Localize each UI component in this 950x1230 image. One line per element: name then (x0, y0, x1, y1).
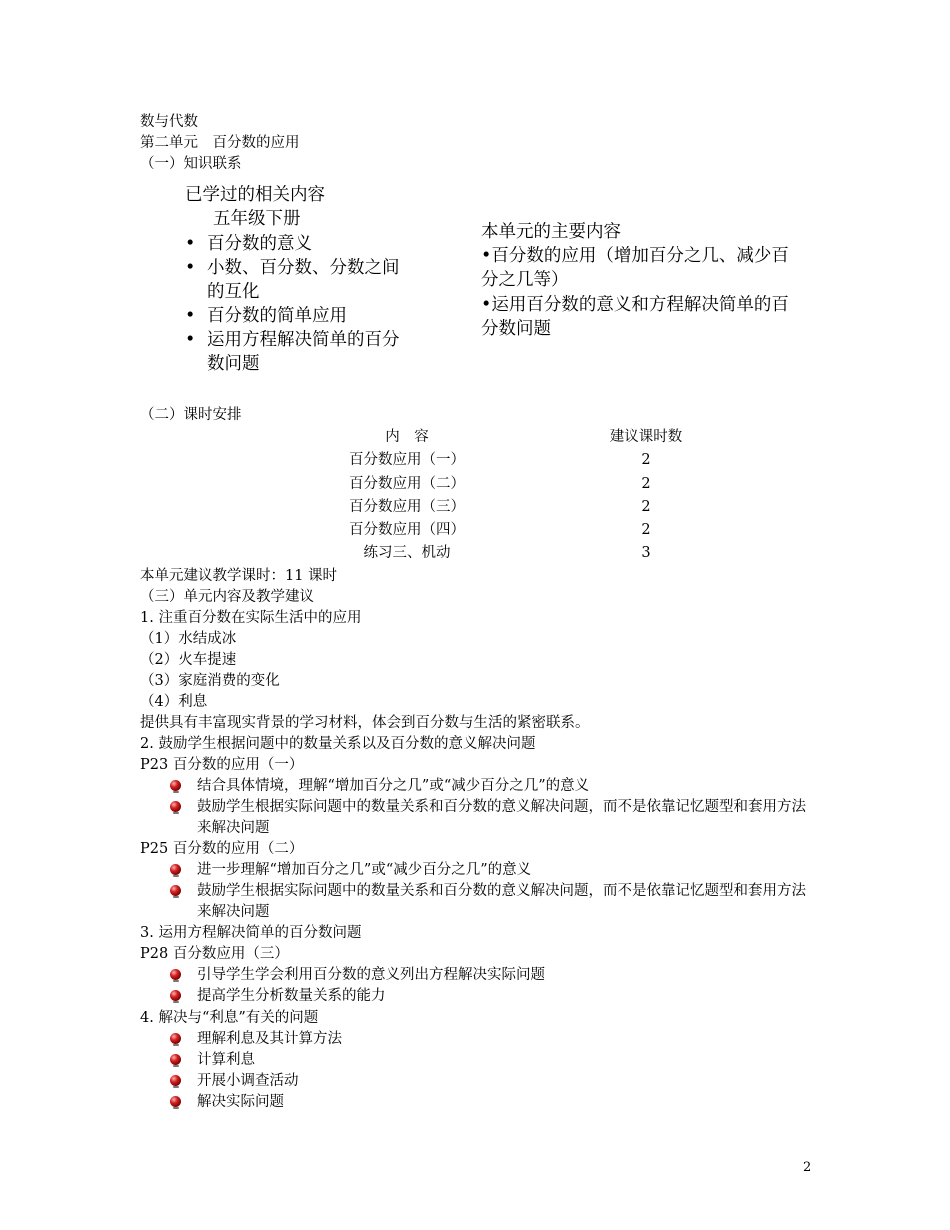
schedule-row-content: 百分数应用（四） (349, 522, 465, 538)
lesson-p25-title: P25 百分数的应用（二） (140, 841, 304, 857)
bullet-dot-icon: • (185, 330, 196, 350)
schedule-col-content-header: 内 容 (385, 429, 429, 445)
red-ball-bullet-icon (170, 780, 181, 791)
schedule-row-hours: 2 (641, 476, 651, 492)
red-ball-bullet-icon (170, 1033, 181, 1044)
schedule-row-content: 百分数应用（二） (349, 476, 465, 492)
list-item: 鼓励学生根据实际问题中的数量关系和百分数的意义解决问题，而不是依靠记忆题型和套用方法来解决问题 (168, 797, 818, 839)
red-ball-bullet-icon (170, 969, 181, 980)
schedule-row-hours: 2 (641, 499, 651, 515)
bullet-dot-icon: • (185, 258, 196, 278)
diagram-left-item: • 小数、百分数、分数之间的互化 (185, 258, 400, 302)
list-item: 鼓励学生根据实际问题中的数量关系和百分数的意义解决问题，而不是依靠记忆题型和套用方法来解决问题 (168, 881, 818, 923)
diagram-left-title: 已学过的相关内容 (185, 185, 325, 205)
point-2-title: 2. 鼓励学生根据问题中的数量关系以及百分数的意义解决问题 (140, 736, 536, 752)
list-item: 解决实际问题 (168, 1092, 818, 1113)
schedule-row-hours: 2 (641, 452, 651, 468)
point-1-item: （1）水结成冰 (140, 631, 237, 647)
red-ball-bullet-icon (170, 801, 181, 812)
diagram-left-item: • 百分数的简单应用 (185, 306, 347, 326)
point-1-title: 1. 注重百分数在实际生活中的应用 (140, 610, 362, 626)
list-item: 引导学生学会利用百分数的意义列出方程解决实际问题 (168, 965, 818, 986)
page-number: 2 (803, 1160, 812, 1175)
schedule-total: 本单元建议教学课时：11 课时 (140, 568, 338, 584)
red-ball-bullet-icon (170, 864, 181, 875)
point-3-title: 3. 运用方程解决简单的百分数问题 (140, 925, 362, 941)
section-heading-schedule: （二）课时安排 (140, 407, 242, 423)
lesson-p28-list (168, 965, 818, 1007)
point-1-item: （3）家庭消费的变化 (140, 673, 280, 689)
bullet-dot-icon: • (185, 234, 196, 254)
bullet-dot-icon: • (185, 306, 196, 326)
schedule-row-content: 练习三、机动 (363, 545, 451, 561)
section-heading-content: （三）单元内容及教学建议 (140, 589, 314, 605)
domain-heading: 数与代数 (140, 114, 198, 130)
schedule-row-content: 百分数应用（三） (349, 499, 465, 515)
schedule-row-hours: 2 (641, 522, 651, 538)
diagram-right-item: •运用百分数的意义和方程解决简单的百分数问题 (481, 295, 789, 339)
point-1-item: （2）火车提速 (140, 652, 237, 668)
point-4-title: 4. 解决与“利息”有关的问题 (140, 1010, 319, 1026)
list-item: 计算利息 (168, 1050, 818, 1071)
list-item: 提高学生分析数量关系的能力 (168, 986, 818, 1007)
red-ball-bullet-icon (170, 1054, 181, 1065)
point-1-summary: 提供具有丰富现实背景的学习材料，体会到百分数与生活的紧密联系。 (140, 715, 590, 731)
lesson-p28-title: P28 百分数应用（三） (140, 946, 289, 962)
list-item: 理解利息及其计算方法 (168, 1029, 818, 1050)
list-item: 开展小调查活动 (168, 1071, 818, 1092)
red-ball-bullet-icon (170, 990, 181, 1001)
lesson-p23-title: P23 百分数的应用（一） (140, 757, 304, 773)
schedule-row-content: 百分数应用（一） (349, 452, 465, 468)
diagram-left-list (185, 232, 415, 376)
diagram-left-item: • 运用方程解决简单的百分数问题 (185, 330, 400, 374)
point-1-item: （4）利息 (140, 694, 208, 710)
diagram-right-title: 本单元的主要内容 (481, 222, 621, 242)
diagram-left-item: • 百分数的意义 (185, 234, 312, 254)
schedule-row-hours: 3 (641, 545, 651, 561)
red-ball-bullet-icon (170, 1075, 181, 1086)
section-heading-knowledge: （一）知识联系 (140, 156, 242, 172)
diagram-right-item: •百分数的应用（增加百分之几、减少百分之几等） (481, 246, 789, 290)
unit-title: 第二单元 百分数的应用 (140, 135, 300, 151)
red-ball-bullet-icon (170, 1096, 181, 1107)
lesson-p23-list (168, 776, 818, 839)
schedule-col-hours-header: 建议课时数 (609, 429, 683, 445)
list-item: 进一步理解“增加百分之几”或“减少百分之几”的意义 (168, 860, 818, 881)
diagram-left-subtitle: 五年级下册 (213, 209, 301, 229)
lesson-p25-list (168, 860, 818, 923)
list-item: 结合具体情境，理解“增加百分之几”或“减少百分之几”的意义 (168, 776, 818, 797)
red-ball-bullet-icon (170, 885, 181, 896)
point-4-list (168, 1029, 818, 1113)
